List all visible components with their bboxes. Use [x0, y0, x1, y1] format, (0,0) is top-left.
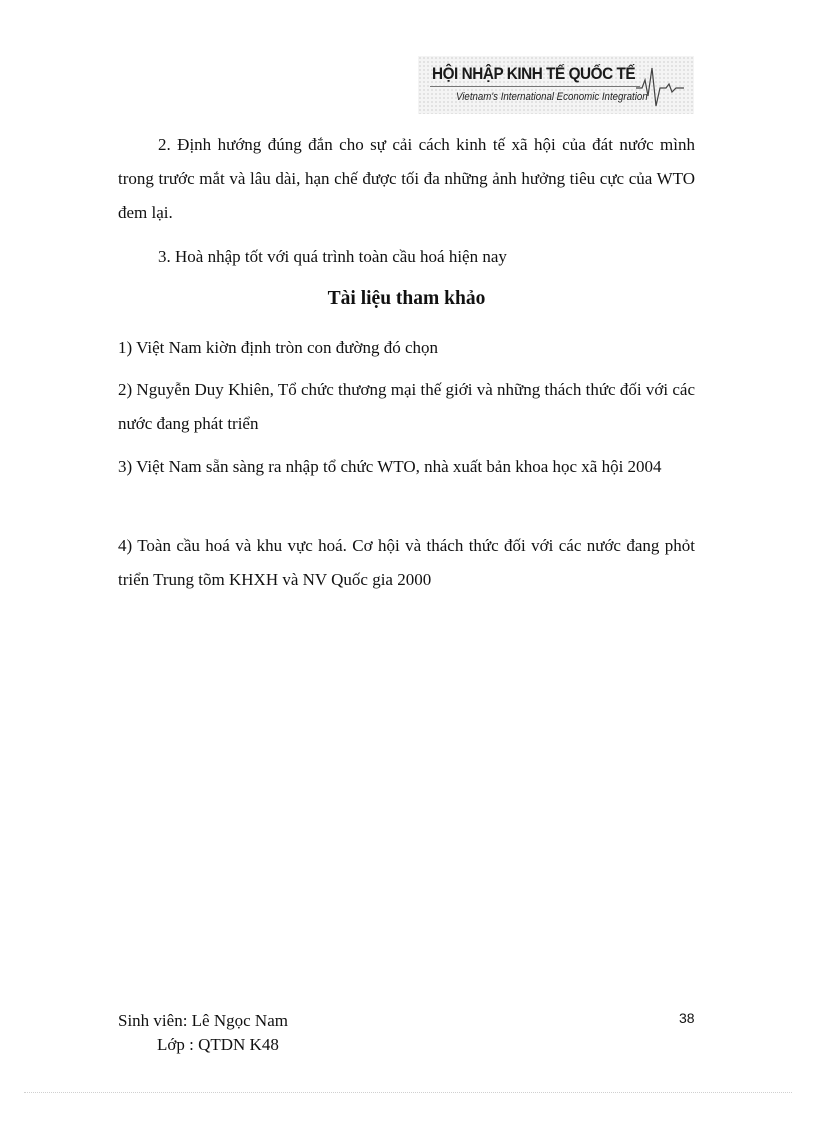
- header-underline: [430, 86, 640, 87]
- footer-class: Lớp : QTDN K48: [157, 1035, 279, 1054]
- pulse-line-icon: [636, 66, 684, 110]
- reference-item: 4) Toàn cầu hoá và khu vực hoá. Cơ hội và thách thức đối với các nước đang phỏt triển Trung tõm KHXH và NV Quốc gia 2000: [118, 536, 695, 589]
- header-title: HỘI NHẬP KINH TẾ QUỐC TẾ: [432, 64, 636, 83]
- reference-item: 2) Nguyễn Duy Khiên, Tổ chức thương mại thế giới và những thách thức đối với các nước đang phát triển: [118, 380, 695, 433]
- paragraph-integration: 3. Hoà nhập tốt với quá trình toàn cầu hoá hiện nay: [158, 247, 507, 266]
- paragraph-orientation: 2. Định hướng đúng đắn cho sự cải cách kinh tế xã hội của đát nước mình trong trước mắt và lâu dài, hạn chế được tối đa những ảnh hưởng tiêu cực của WTO đem lại.: [118, 135, 695, 222]
- header-subtitle: Vietnam's International Economic Integration: [456, 91, 648, 103]
- references-title: Tài liệu tham khảo: [327, 288, 486, 309]
- header-banner: [418, 56, 694, 114]
- reference-item: 1) Việt Nam kiờn định tròn con đường đó chọn: [118, 338, 439, 357]
- page-bottom-divider: [24, 1092, 792, 1093]
- footer-student: Sinh viên: Lê Ngọc Nam: [118, 1011, 288, 1030]
- page-number: 38: [679, 1010, 695, 1026]
- reference-item: 3) Việt Nam sẵn sàng ra nhập tổ chức WTO, nhà xuất bản khoa học xã hội 2004: [118, 457, 662, 476]
